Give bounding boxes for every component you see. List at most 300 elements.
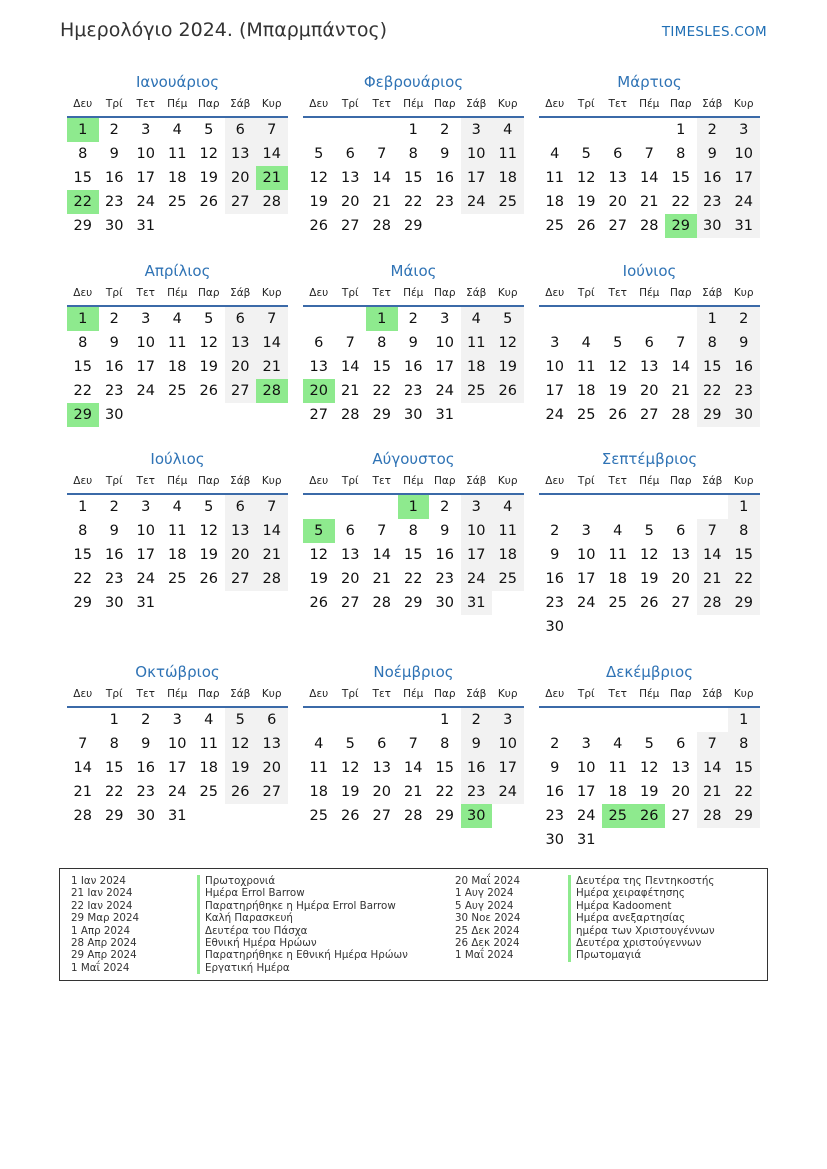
day-cell: 31: [136, 218, 155, 234]
weekday-header: Δευ: [539, 686, 571, 708]
day-cell: 6: [256, 708, 288, 732]
day-cell: 16: [545, 571, 564, 587]
day-cell: 24: [577, 808, 596, 824]
day-cell: 6: [613, 146, 623, 162]
day-cell: 2: [440, 122, 450, 138]
day-cell: 11: [309, 760, 328, 776]
day-cell: 25: [168, 383, 187, 399]
day-cell: 7: [408, 736, 418, 752]
weekday-header: Κυρ: [492, 473, 524, 495]
holiday-names-col-1: [197, 875, 408, 974]
day-cell: 17: [728, 166, 760, 190]
day-cell: 23: [404, 383, 423, 399]
weekday-header: Παρ: [193, 473, 225, 495]
weekday-header: Παρ: [665, 473, 697, 495]
day-cell: 9: [109, 335, 119, 351]
holiday-date: 22 Ιαν 2024: [71, 899, 133, 912]
day-cell: 30: [136, 808, 155, 824]
day-cell: 27: [225, 190, 257, 214]
day-cell: 6: [314, 335, 324, 351]
day-cell: 4: [492, 495, 524, 519]
day-cell: 27: [640, 407, 659, 423]
day-cell: 6: [676, 736, 686, 752]
day-cell: 19: [309, 571, 328, 587]
day-cell: 6: [345, 523, 355, 539]
day-cell: 11: [608, 760, 627, 776]
empty-cell: [335, 708, 367, 732]
holiday-name: ημέρα των Χριστουγέννων: [568, 925, 715, 937]
month-12: [539, 662, 760, 852]
day-cell: 2: [550, 736, 560, 752]
day-cell: 7: [697, 732, 729, 756]
day-cell: 27: [225, 379, 257, 403]
day-cell: 29: [73, 218, 92, 234]
month-2: [303, 72, 524, 238]
day-cell: 25: [492, 190, 524, 214]
day-cell: 2: [141, 712, 151, 728]
day-cell: 6: [345, 146, 355, 162]
day-cell: 20: [341, 571, 360, 587]
month-name: Μάιος: [390, 262, 437, 280]
day-cell: 16: [461, 756, 493, 780]
month-grid: [67, 285, 288, 427]
day-cell: 29: [404, 218, 423, 234]
holiday-day-cell: 30: [461, 804, 493, 828]
day-cell: 8: [377, 335, 387, 351]
day-cell: 23: [435, 571, 454, 587]
month-name: Απρίλιος: [144, 262, 211, 280]
day-cell: 9: [550, 760, 560, 776]
month-grid: [67, 473, 288, 615]
day-cell: 4: [172, 311, 182, 327]
holiday-name: Καλή Παρασκευή: [197, 912, 408, 924]
day-cell: 7: [256, 495, 288, 519]
weekday-header: Τρί: [99, 96, 131, 118]
day-cell: 7: [78, 736, 88, 752]
day-cell: 3: [581, 736, 591, 752]
day-cell: 7: [256, 307, 288, 331]
weekday-header: Τρί: [335, 686, 367, 708]
day-cell: 25: [168, 571, 187, 587]
day-cell: 5: [613, 335, 623, 351]
day-cell: 21: [640, 194, 659, 210]
day-cell: 16: [435, 170, 454, 186]
day-cell: 8: [728, 732, 760, 756]
month-4: [67, 261, 288, 427]
weekday-header: Τετ: [366, 285, 398, 307]
day-cell: 11: [577, 359, 596, 375]
day-cell: 13: [671, 547, 690, 563]
empty-cell: [634, 708, 666, 732]
day-cell: 22: [404, 571, 423, 587]
weekday-header: Σάβ: [697, 473, 729, 495]
empty-cell: [335, 307, 367, 331]
empty-cell: [697, 708, 729, 732]
day-cell: 28: [256, 567, 288, 591]
weekday-header: Κυρ: [728, 473, 760, 495]
weekday-header: Τετ: [366, 686, 398, 708]
day-cell: 24: [136, 194, 155, 210]
day-cell: 24: [168, 784, 187, 800]
day-cell: 3: [440, 311, 450, 327]
day-cell: 10: [136, 146, 155, 162]
day-cell: 23: [697, 190, 729, 214]
day-cell: 14: [341, 359, 360, 375]
day-cell: 28: [73, 808, 92, 824]
day-cell: 15: [671, 170, 690, 186]
day-cell: 25: [461, 379, 493, 403]
empty-cell: [539, 495, 571, 519]
day-cell: 28: [372, 218, 391, 234]
weekday-header: Σάβ: [697, 96, 729, 118]
month-grid: [67, 686, 288, 828]
weekday-header: Δευ: [539, 285, 571, 307]
day-cell: 26: [199, 194, 218, 210]
day-cell: 22: [404, 194, 423, 210]
holiday-date: 28 Απρ 2024: [71, 936, 137, 949]
day-cell: 17: [461, 166, 493, 190]
day-cell: 22: [105, 784, 124, 800]
day-cell: 8: [78, 523, 88, 539]
holiday-day-cell: 1: [67, 307, 99, 331]
day-cell: 28: [671, 407, 690, 423]
day-cell: 8: [408, 523, 418, 539]
day-cell: 6: [225, 118, 257, 142]
day-cell: 18: [492, 543, 524, 567]
day-cell: 23: [136, 784, 155, 800]
holiday-names-col-2: [568, 875, 715, 962]
day-cell: 2: [109, 122, 119, 138]
holiday-date: 29 Απρ 2024: [71, 949, 137, 962]
holiday-name: Παρατηρήθηκε η Εθνική Ημέρα Ηρώων: [197, 949, 408, 961]
day-cell: 7: [676, 335, 686, 351]
weekday-header: Τρί: [335, 473, 367, 495]
day-cell: 23: [545, 595, 564, 611]
day-cell: 5: [345, 736, 355, 752]
day-cell: 14: [640, 170, 659, 186]
day-cell: 21: [341, 383, 360, 399]
weekday-header: Τετ: [366, 473, 398, 495]
day-cell: 13: [372, 760, 391, 776]
page-title: Ημερολόγιο 2024. (Μπαρμπάντος): [60, 19, 388, 41]
day-cell: 1: [109, 712, 119, 728]
day-cell: 1: [697, 307, 729, 331]
day-cell: 26: [492, 379, 524, 403]
day-cell: 17: [545, 383, 564, 399]
holiday-day-cell: 29: [665, 214, 697, 238]
day-cell: 16: [105, 359, 124, 375]
holiday-day-cell: 22: [67, 190, 99, 214]
day-cell: 9: [550, 547, 560, 563]
weekday-header: Σάβ: [461, 285, 493, 307]
weekday-header: Κυρ: [492, 285, 524, 307]
day-cell: 4: [204, 712, 214, 728]
month-grid: [539, 473, 760, 639]
day-cell: 1: [408, 122, 418, 138]
day-cell: 30: [697, 214, 729, 238]
day-cell: 13: [341, 170, 360, 186]
weekday-header: Σάβ: [697, 686, 729, 708]
empty-cell: [67, 708, 99, 732]
day-cell: 2: [697, 118, 729, 142]
weekday-header: Πέμ: [634, 96, 666, 118]
day-cell: 13: [341, 547, 360, 563]
day-cell: 17: [492, 756, 524, 780]
month-grid: [539, 96, 760, 238]
day-cell: 27: [372, 808, 391, 824]
weekday-header: Παρ: [665, 96, 697, 118]
day-cell: 18: [608, 784, 627, 800]
day-cell: 20: [640, 383, 659, 399]
day-cell: 30: [105, 407, 124, 423]
day-cell: 13: [671, 760, 690, 776]
day-cell: 24: [136, 571, 155, 587]
day-cell: 25: [577, 407, 596, 423]
day-cell: 3: [141, 499, 151, 515]
day-cell: 12: [577, 170, 596, 186]
day-cell: 28: [697, 804, 729, 828]
holiday-day-cell: 5: [303, 519, 335, 543]
day-cell: 10: [168, 736, 187, 752]
holiday-date: 1 Μαΐ 2024: [455, 949, 514, 962]
empty-cell: [634, 307, 666, 331]
day-cell: 19: [199, 359, 218, 375]
day-cell: 11: [492, 142, 524, 166]
day-cell: 10: [136, 523, 155, 539]
day-cell: 15: [728, 543, 760, 567]
day-cell: 25: [168, 194, 187, 210]
holiday-name: Δευτέρα της Πεντηκοστής: [568, 875, 715, 887]
holiday-name: Ημέρα ανεξαρτησίας: [568, 912, 715, 924]
day-cell: 12: [309, 170, 328, 186]
day-cell: 31: [728, 214, 760, 238]
day-cell: 18: [545, 194, 564, 210]
empty-cell: [602, 118, 634, 142]
day-cell: 2: [728, 307, 760, 331]
day-cell: 3: [141, 122, 151, 138]
holiday-date: 1 Απρ 2024: [71, 924, 131, 937]
month-8: [303, 449, 524, 615]
weekday-header: Παρ: [665, 686, 697, 708]
day-cell: 26: [577, 218, 596, 234]
weekday-header: Τετ: [130, 473, 162, 495]
day-cell: 12: [199, 335, 218, 351]
weekday-header: Τρί: [571, 285, 603, 307]
month-name: Ιούλιος: [150, 450, 205, 468]
day-cell: 13: [225, 142, 257, 166]
day-cell: 12: [492, 331, 524, 355]
weekday-header: Σάβ: [225, 96, 257, 118]
day-cell: 6: [225, 307, 257, 331]
day-cell: 17: [577, 571, 596, 587]
day-cell: 30: [435, 595, 454, 611]
month-9: [539, 449, 760, 639]
month-name: Σεπτέμβριος: [601, 450, 698, 468]
site-link[interactable]: TIMESLES.COM: [661, 24, 767, 40]
day-cell: 29: [73, 595, 92, 611]
holiday-date: 25 Δεκ 2024: [455, 924, 520, 937]
day-cell: 2: [440, 499, 450, 515]
day-cell: 11: [168, 146, 187, 162]
day-cell: 29: [728, 804, 760, 828]
day-cell: 18: [309, 784, 328, 800]
month-name: Φεβρουάριος: [363, 73, 464, 91]
day-cell: 9: [408, 335, 418, 351]
day-cell: 29: [728, 591, 760, 615]
day-cell: 18: [492, 166, 524, 190]
day-cell: 27: [309, 407, 328, 423]
day-cell: 6: [676, 523, 686, 539]
day-cell: 11: [168, 335, 187, 351]
day-cell: 6: [225, 495, 257, 519]
day-cell: 17: [461, 543, 493, 567]
day-cell: 18: [168, 547, 187, 563]
day-cell: 22: [671, 194, 690, 210]
day-cell: 14: [256, 331, 288, 355]
month-name: Ιανουάριος: [135, 73, 219, 91]
day-cell: 18: [577, 383, 596, 399]
month-name: Μάρτιος: [617, 73, 682, 91]
month-10: [67, 662, 288, 828]
day-cell: 19: [199, 547, 218, 563]
day-cell: 17: [136, 170, 155, 186]
weekday-header: Πέμ: [162, 473, 194, 495]
day-cell: 19: [640, 571, 659, 587]
day-cell: 27: [608, 218, 627, 234]
empty-cell: [303, 118, 335, 142]
day-cell: 1: [676, 122, 686, 138]
day-cell: 19: [492, 355, 524, 379]
weekday-header: Τρί: [99, 686, 131, 708]
day-cell: 20: [372, 784, 391, 800]
day-cell: 9: [728, 331, 760, 355]
day-cell: 2: [109, 311, 119, 327]
day-cell: 5: [204, 122, 214, 138]
day-cell: 3: [172, 712, 182, 728]
month-grid: [303, 96, 524, 238]
weekday-header: Κυρ: [256, 686, 288, 708]
month-name: Οκτώβριος: [135, 663, 220, 681]
weekday-header: Σάβ: [697, 285, 729, 307]
day-cell: 10: [545, 359, 564, 375]
holiday-name: Πρωτοχρονιά: [197, 875, 408, 887]
day-cell: 25: [199, 784, 218, 800]
day-cell: 20: [225, 355, 257, 379]
weekday-header: Τετ: [602, 473, 634, 495]
day-cell: 28: [640, 218, 659, 234]
weekday-header: Πέμ: [634, 473, 666, 495]
day-cell: 26: [341, 808, 360, 824]
day-cell: 23: [435, 194, 454, 210]
day-cell: 25: [545, 218, 564, 234]
weekday-header: Παρ: [193, 686, 225, 708]
holiday-day-cell: 28: [256, 379, 288, 403]
day-cell: 14: [697, 756, 729, 780]
weekday-header: Πέμ: [634, 285, 666, 307]
day-cell: 9: [141, 736, 151, 752]
day-cell: 8: [109, 736, 119, 752]
day-cell: 10: [461, 142, 493, 166]
day-cell: 3: [550, 335, 560, 351]
empty-cell: [665, 495, 697, 519]
day-cell: 16: [545, 784, 564, 800]
day-cell: 17: [136, 359, 155, 375]
day-cell: 2: [461, 708, 493, 732]
day-cell: 11: [608, 547, 627, 563]
weekday-header: Παρ: [429, 96, 461, 118]
weekday-header: Δευ: [303, 96, 335, 118]
weekday-header: Δευ: [303, 686, 335, 708]
empty-cell: [303, 708, 335, 732]
day-cell: 24: [136, 383, 155, 399]
weekday-header: Σάβ: [461, 96, 493, 118]
day-cell: 26: [199, 571, 218, 587]
day-cell: 30: [545, 619, 564, 635]
month-name: Αύγουστος: [372, 450, 455, 468]
weekday-header: Κυρ: [256, 285, 288, 307]
empty-cell: [665, 307, 697, 331]
weekday-header: Σάβ: [225, 686, 257, 708]
day-cell: 20: [671, 571, 690, 587]
weekday-header: Τρί: [99, 473, 131, 495]
day-cell: 30: [404, 407, 423, 423]
day-cell: 18: [168, 170, 187, 186]
day-cell: 23: [105, 571, 124, 587]
day-cell: 13: [309, 359, 328, 375]
day-cell: 17: [577, 784, 596, 800]
day-cell: 22: [728, 567, 760, 591]
day-cell: 19: [309, 194, 328, 210]
day-cell: 5: [492, 307, 524, 331]
day-cell: 5: [204, 499, 214, 515]
weekday-header: Πέμ: [398, 285, 430, 307]
day-cell: 26: [309, 218, 328, 234]
weekday-header: Δευ: [539, 473, 571, 495]
day-cell: 27: [256, 780, 288, 804]
holiday-date: 1 Αυγ 2024: [455, 887, 514, 900]
day-cell: 13: [640, 359, 659, 375]
weekday-header: Σάβ: [461, 473, 493, 495]
holiday-date: 21 Ιαν 2024: [71, 887, 133, 900]
empty-cell: [571, 118, 603, 142]
day-cell: 18: [199, 760, 218, 776]
day-cell: 14: [372, 547, 391, 563]
weekday-header: Πέμ: [398, 473, 430, 495]
day-cell: 16: [697, 166, 729, 190]
day-cell: 28: [404, 808, 423, 824]
day-cell: 25: [492, 567, 524, 591]
empty-cell: [571, 307, 603, 331]
day-cell: 24: [577, 595, 596, 611]
day-cell: 4: [613, 523, 623, 539]
day-cell: 8: [676, 146, 686, 162]
weekday-header: Δευ: [67, 96, 99, 118]
day-cell: 4: [461, 307, 493, 331]
day-cell: 30: [545, 832, 564, 848]
weekday-header: Δευ: [539, 96, 571, 118]
day-cell: 3: [581, 523, 591, 539]
day-cell: 28: [341, 407, 360, 423]
day-cell: 7: [256, 118, 288, 142]
weekday-header: Σάβ: [225, 473, 257, 495]
day-cell: 16: [404, 359, 423, 375]
day-cell: 19: [640, 784, 659, 800]
weekday-header: Τρί: [571, 96, 603, 118]
day-cell: 11: [199, 736, 218, 752]
day-cell: 10: [492, 732, 524, 756]
day-cell: 22: [73, 571, 92, 587]
weekday-header: Πέμ: [634, 686, 666, 708]
